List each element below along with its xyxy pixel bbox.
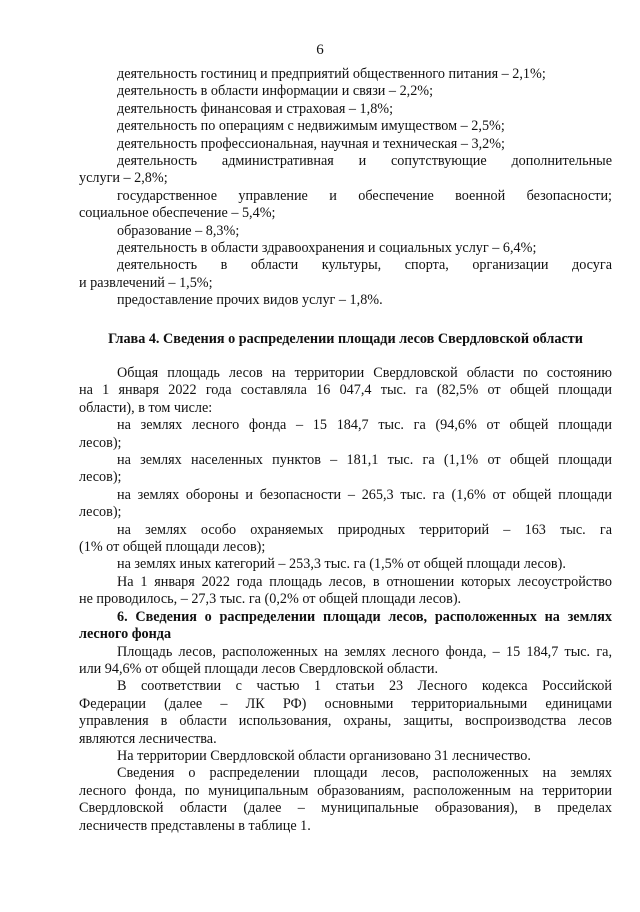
list-item-continuation: услуги – 2,8%; bbox=[79, 170, 168, 187]
forest-category-item: на землях иных категорий – 253,3 тыс. га (1,5% от общей площади лесов). bbox=[117, 556, 566, 573]
text-line: Сведения о распределении площади лесов, расположенных на землях bbox=[117, 765, 612, 782]
text-line: Площадь лесов, расположенных на землях лесного фонда, – 15 184,7 тыс. га, bbox=[117, 643, 612, 660]
list-item: деятельность финансовая и страховая – 1,8%; bbox=[117, 100, 394, 117]
text-line: Общая площадь лесов на территории Свердловской области по состоянию bbox=[117, 365, 612, 381]
list-item: деятельность в области культуры, спорта, организации досуга bbox=[117, 257, 612, 274]
text-line: не проводилось, – 27,3 тыс. га (0,2% от общей площади лесов). bbox=[79, 591, 462, 608]
text-line: На 1 января 2022 года площадь лесов, в отношении которых лесоустройство bbox=[117, 573, 612, 590]
section-heading: 6. Сведения о распределении площади лесов, расположенных на землях bbox=[117, 608, 612, 625]
list-item-continuation: социальное обеспечение – 5,4%; bbox=[79, 205, 276, 222]
text-line: на 1 января 2022 года составляла 16 047,4 тыс. га (82,5% от общей площади bbox=[79, 382, 612, 399]
text-line: Федерации (далее – ЛК РФ) основными территориальными единицами bbox=[79, 695, 612, 712]
text-line: являются лесничества. bbox=[79, 730, 217, 747]
text-line: управления в области использования, охраны, защиты, воспроизводства лесов bbox=[79, 713, 612, 730]
list-item: деятельность профессиональная, научная и техническая – 3,2%; bbox=[117, 135, 505, 152]
text-line: лесничеств представлены в таблице 1. bbox=[79, 817, 311, 834]
list-item: деятельность в области информации и связи – 2,2%; bbox=[117, 83, 434, 100]
text-line: области), в том числе: bbox=[79, 399, 213, 416]
section-heading-continuation: лесного фонда bbox=[79, 626, 172, 643]
text-line: лесного фонда, по муниципальным образованиям, расположенным на территории bbox=[79, 782, 612, 799]
forest-category-item: на землях обороны и безопасности – 265,3 тыс. га (1,6% от общей площади bbox=[117, 486, 612, 503]
text-line: Свердловской области (далее – муниципальные образования), в пределах bbox=[79, 800, 612, 817]
list-item-continuation: и развлечений – 1,5%; bbox=[79, 274, 213, 291]
industry-list bbox=[79, 66, 612, 310]
text-line: В соответствии с частью 1 статьи 23 Лесного кодекса Российской bbox=[117, 678, 612, 695]
chapter-heading-block bbox=[79, 331, 612, 348]
list-item: государственное управление и обеспечение военной безопасности; bbox=[117, 187, 612, 204]
forest-category-item: на землях особо охраняемых природных территорий – 163 тыс. га bbox=[117, 521, 612, 538]
forest-category-continuation: лесов); bbox=[79, 504, 122, 521]
list-item: образование – 8,3%; bbox=[117, 222, 240, 239]
chapter-heading: Глава 4. Сведения о распределении площади лесов Свердловской области bbox=[108, 331, 583, 347]
list-item: деятельность по операциям с недвижимым имуществом – 2,5%; bbox=[117, 118, 505, 135]
text-line: На территории Свердловской области организовано 31 лесничество. bbox=[117, 747, 531, 764]
forest-category-item: на землях лесного фонда – 15 184,7 тыс. га (94,6% от общей площади bbox=[117, 417, 612, 434]
list-item: предоставление прочих видов услуг – 1,8%. bbox=[117, 292, 383, 309]
forest-category-continuation: лесов); bbox=[79, 469, 122, 486]
page-number: 6 bbox=[316, 42, 324, 58]
list-item: деятельность в области здравоохранения и социальных услуг – 6,4%; bbox=[117, 240, 537, 257]
list-item: деятельность гостиниц и предприятий общественного питания – 2,1%; bbox=[117, 66, 546, 82]
forest-category-continuation: лесов); bbox=[79, 434, 122, 451]
forest-category-item: на землях населенных пунктов – 181,1 тыс. га (1,1% от общей площади bbox=[117, 452, 612, 469]
text-line: или 94,6% от общей площади лесов Свердловской области. bbox=[79, 660, 439, 677]
list-item: деятельность административная и сопутствующие дополнительные bbox=[117, 153, 612, 170]
chapter-body bbox=[79, 365, 612, 835]
forest-category-continuation: (1% от общей площади лесов); bbox=[79, 539, 266, 556]
